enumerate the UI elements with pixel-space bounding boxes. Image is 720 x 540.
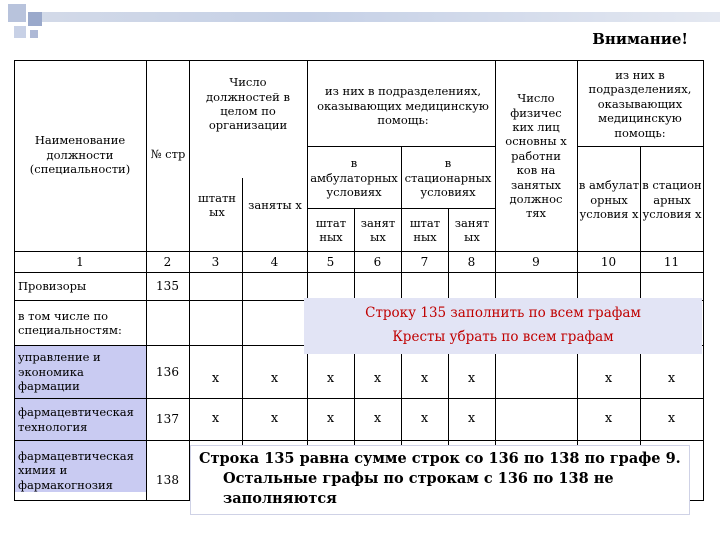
col-header-ind-inpatient: в стацион арных условия х (642, 178, 702, 222)
decoration-square (14, 26, 26, 38)
cross-mark: x (270, 370, 279, 386)
row-number: 138 (156, 472, 179, 487)
col-number: 4 (270, 254, 279, 269)
col-number: 9 (532, 254, 540, 269)
decoration-square (30, 30, 38, 38)
cross-mark: x (604, 411, 613, 427)
cross-mark: x (467, 411, 476, 427)
col-header-row-number: № стр (150, 146, 186, 161)
col-number: 2 (163, 254, 172, 269)
col-number: 10 (600, 254, 617, 269)
col-header-individuals: Число физичес ких лиц основны х работни ков на занятых должнос тях (505, 91, 567, 221)
row-name-pharmacy-management: управление и экономика фармации (18, 350, 101, 394)
cross-mark: x (667, 370, 676, 386)
note-line: Строка 135 равна сумме строк со 136 по 138 по графе 9. (199, 450, 681, 467)
row-name-pharmacists: Провизоры (18, 279, 87, 294)
cross-mark: x (326, 411, 335, 427)
col-number: 5 (326, 254, 335, 269)
staffing-table (14, 60, 704, 500)
col-number: 11 (663, 254, 680, 269)
note-line: Остальные графы по строкам с 136 по 138 не (223, 470, 614, 487)
cross-mark: x (420, 411, 429, 427)
callout-line: Строку 135 заполнить по всем графам (365, 305, 641, 322)
col-number: 7 (420, 254, 429, 269)
fill-instruction-callout (304, 298, 702, 354)
sum-rule-note (190, 445, 690, 515)
cross-mark: x (373, 370, 382, 386)
col-header-inpatient: в стационарных условиях (404, 156, 492, 200)
cross-mark: x (270, 411, 279, 427)
col-header-ind-outpatient: в амбулат орных условия х (578, 178, 640, 222)
col-header-sub-occupied: занят ых (454, 215, 490, 244)
cross-mark: x (211, 370, 220, 386)
row-name-pharmaceutical-technology: фармацевтическая технология (18, 405, 134, 434)
col-number: 1 (76, 254, 84, 269)
row-name-pharmaceutical-chemistry: фармацевтическая химия и фармакогнозия (18, 448, 134, 492)
col-header-sub-staff: штат ных (315, 215, 347, 244)
cross-mark: x (604, 370, 613, 386)
col-header-name: Наименование должности (специальности) (29, 133, 131, 177)
col-header-ind-medical: из них в подразделениях, оказывающих медицинскую помощь: (588, 68, 692, 140)
col-header-occupied: заняты х (248, 197, 302, 212)
row-number: 136 (156, 364, 179, 379)
decoration-square (28, 12, 42, 26)
col-number: 6 (373, 254, 382, 269)
row-number: 137 (156, 412, 179, 426)
col-header-outpatient: в амбулаторных условиях (310, 156, 398, 200)
callout-line: Кресты убрать по всем графам (392, 329, 614, 345)
cross-mark: x (420, 370, 429, 386)
cross-mark: x (326, 370, 335, 386)
note-line: заполняются (223, 490, 337, 507)
col-header-staff: штатн ых (198, 190, 236, 219)
col-number: 8 (467, 254, 476, 269)
cross-mark: x (373, 411, 382, 427)
col-header-sub-occupied: занят ых (360, 215, 396, 244)
cross-mark: x (467, 370, 476, 386)
decoration-square (8, 4, 26, 22)
warning-title: Внимание! (592, 30, 688, 48)
row-name-including: в том числе по специальностям: (18, 308, 122, 337)
col-header-sub-staff: штат ных (409, 215, 441, 244)
col-number: 3 (211, 254, 220, 269)
col-header-total-positions: Число должностей в целом по организации (206, 75, 290, 133)
row-number: 135 (156, 279, 179, 293)
cross-mark: x (211, 411, 220, 427)
title-decoration-bar (30, 12, 720, 22)
cross-mark: x (667, 411, 676, 427)
col-header-medical-subdivisions: из них в подразделениях, оказывающих медицинскую помощь: (317, 84, 489, 128)
